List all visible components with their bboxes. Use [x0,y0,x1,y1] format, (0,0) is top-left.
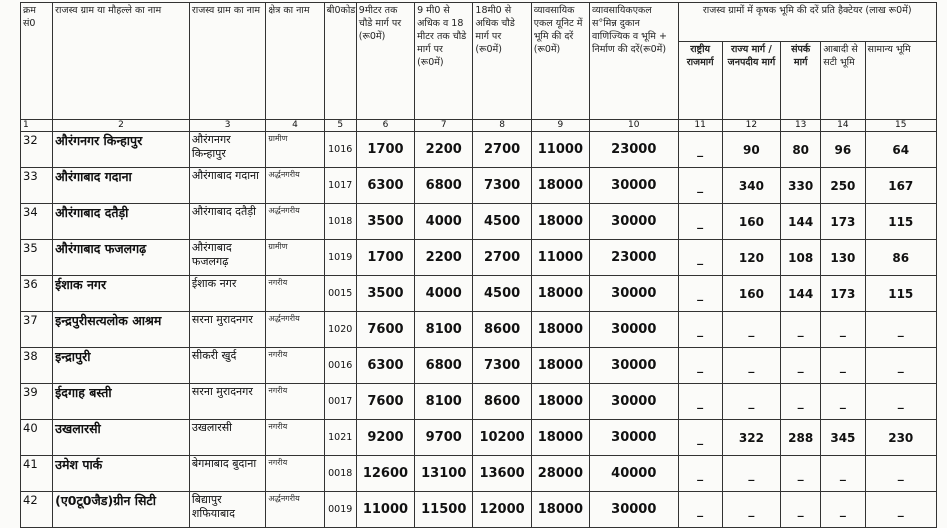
abadi-land-rate: _ [821,492,865,528]
revenue-village-name: औरंगाबाद फजलगढ़ [189,240,265,276]
table-row [21,240,937,276]
rate-18m-road: 4500 [473,204,531,240]
general-land-rate: 64 [865,132,936,168]
link-road-rate: 330 [781,168,821,204]
rate-9m-road: 11000 [356,492,414,528]
general-land-rate: _ [865,492,936,528]
state-road-rate: 340 [722,168,780,204]
column-number: 4 [266,120,324,132]
serial-number: 33 [21,168,53,204]
general-land-rate: 86 [865,240,936,276]
b-code: 1019 [324,240,356,276]
state-road-rate: 160 [722,204,780,240]
general-land-rate: _ [865,348,936,384]
header-general-land: सामान्य भूमि [865,42,936,120]
column-number: 10 [590,120,678,132]
mohalla-name: औरंगनगर किन्हापुर [53,132,190,168]
column-number: 8 [473,120,531,132]
general-land-rate: 167 [865,168,936,204]
rate-9m-road: 12600 [356,456,414,492]
serial-number: 41 [21,456,53,492]
general-land-rate: 230 [865,420,936,456]
serial-number: 34 [21,204,53,240]
abadi-land-rate: _ [821,384,865,420]
rate-9m-road: 3500 [356,204,414,240]
link-road-rate: _ [781,384,821,420]
land-rate-table [20,2,937,528]
rate-9-18m-road: 2200 [415,240,473,276]
header-rate-9-18m: 9 मी0 से अधिक व 18 मीटर तक चौडे मार्ग पर (रू0में) [415,3,473,120]
rate-9-18m-road: 4000 [415,204,473,240]
abadi-land-rate: _ [821,348,865,384]
rate-9m-road: 1700 [356,240,414,276]
commercial-building-rate: 30000 [590,384,678,420]
state-road-rate: _ [722,348,780,384]
header-row-1 [21,3,937,42]
rate-9-18m-road: 9700 [415,420,473,456]
header-agri-group: राजस्व ग्रामों में कृषक भूमि की दरें प्रति हैक्टेयर (लाख रू0में) [678,3,936,42]
area-type: अर्द्धनगरीय [266,312,324,348]
abadi-land-rate: 130 [821,240,865,276]
header-commercial-building: व्यावसायिकएकल स°मिन्न दुकान वाणिज्यिक व भूमि + निर्माण की दरें(रू0में) [590,3,678,120]
area-type: नगरीय [266,420,324,456]
b-code: 0015 [324,276,356,312]
commercial-building-rate: 30000 [590,168,678,204]
revenue-village-name: सीकरी खुर्द [189,348,265,384]
commercial-building-rate: 23000 [590,240,678,276]
national-highway-rate: _ [678,168,722,204]
header-national-highway: राष्ट्रीय राजमार्ग [678,42,722,120]
mohalla-name: इन्द्रपुरीसत्यलोक आश्रम [53,312,190,348]
mohalla-name: औरंगाबाद दतैड़ी [53,204,190,240]
rate-9m-road: 3500 [356,276,414,312]
revenue-village-name: सरना मुरादनगर [189,312,265,348]
mohalla-name: उमेश पार्क [53,456,190,492]
rate-9-18m-road: 11500 [415,492,473,528]
rate-9m-road: 6300 [356,348,414,384]
b-code: 1018 [324,204,356,240]
mohalla-name: ईदगाह बस्ती [53,384,190,420]
rate-9-18m-road: 8100 [415,384,473,420]
rate-18m-road: 13600 [473,456,531,492]
serial-number: 38 [21,348,53,384]
table-row [21,456,937,492]
state-road-rate: _ [722,312,780,348]
link-road-rate: _ [781,348,821,384]
table-row [21,348,937,384]
national-highway-rate: _ [678,420,722,456]
mohalla-name: उखलारसी [53,420,190,456]
rate-18m-road: 8600 [473,312,531,348]
commercial-building-rate: 40000 [590,456,678,492]
national-highway-rate: _ [678,276,722,312]
revenue-village-name: औरंगनगर किन्हापुर [189,132,265,168]
serial-number: 42 [21,492,53,528]
column-number: 14 [821,120,865,132]
table-row [21,204,937,240]
revenue-village-name: औरंगाबाद दतैड़ी [189,204,265,240]
abadi-land-rate: 173 [821,204,865,240]
area-type: नगरीय [266,384,324,420]
column-number: 9 [531,120,589,132]
header-rate-9m: 9मीटर तक चौडे मार्ग पर (रू0में) [356,3,414,120]
abadi-land-rate: 96 [821,132,865,168]
rate-9m-road: 6300 [356,168,414,204]
state-road-rate: 160 [722,276,780,312]
national-highway-rate: _ [678,348,722,384]
abadi-land-rate: _ [821,456,865,492]
national-highway-rate: _ [678,312,722,348]
b-code: 1017 [324,168,356,204]
revenue-village-name: बिद्यापुर शफियाबाद [189,492,265,528]
serial-number: 36 [21,276,53,312]
column-number-row [21,120,937,132]
table-row [21,384,937,420]
general-land-rate: _ [865,456,936,492]
area-type: ग्रामीण [266,132,324,168]
header-revenue-village: राजस्व ग्राम का नाम [189,3,265,120]
header-commercial-single: व्यावसायिक एकल यूनिट में भूमि की दरें (रू0में) [531,3,589,120]
area-type: नगरीय [266,276,324,312]
serial-number: 39 [21,384,53,420]
mohalla-name: औरंगाबाद गदाना [53,168,190,204]
rate-18m-road: 8600 [473,384,531,420]
commercial-single-rate: 18000 [531,492,589,528]
column-number: 13 [781,120,821,132]
link-road-rate: _ [781,456,821,492]
rate-9-18m-road: 13100 [415,456,473,492]
area-type: ग्रामीण [266,240,324,276]
commercial-building-rate: 30000 [590,348,678,384]
commercial-single-rate: 18000 [531,384,589,420]
rate-9-18m-road: 6800 [415,348,473,384]
b-code: 1016 [324,132,356,168]
commercial-single-rate: 18000 [531,276,589,312]
area-type: नगरीय [266,456,324,492]
state-road-rate: 322 [722,420,780,456]
area-type: नगरीय [266,348,324,384]
national-highway-rate: _ [678,240,722,276]
b-code: 0016 [324,348,356,384]
commercial-building-rate: 30000 [590,312,678,348]
general-land-rate: 115 [865,204,936,240]
b-code: 0017 [324,384,356,420]
mohalla-name: इन्द्रापुरी [53,348,190,384]
header-link-road: संपर्क मार्ग [781,42,821,120]
state-road-rate: 90 [722,132,780,168]
general-land-rate: _ [865,312,936,348]
commercial-single-rate: 18000 [531,312,589,348]
header-state-road: राज्य मार्ग /जनपदीय मार्ग [722,42,780,120]
column-number: 1 [21,120,53,132]
serial-number: 35 [21,240,53,276]
rate-9m-road: 7600 [356,312,414,348]
revenue-village-name: उखलारसी [189,420,265,456]
general-land-rate: 115 [865,276,936,312]
column-number: 11 [678,120,722,132]
link-road-rate: 144 [781,276,821,312]
serial-number: 37 [21,312,53,348]
rate-18m-road: 7300 [473,168,531,204]
rate-9-18m-road: 2200 [415,132,473,168]
state-road-rate: 120 [722,240,780,276]
revenue-village-name: ईशाक नगर [189,276,265,312]
mohalla-name: औरंगाबाद फजलगढ़ [53,240,190,276]
rate-18m-road: 7300 [473,348,531,384]
link-road-rate: 288 [781,420,821,456]
national-highway-rate: _ [678,456,722,492]
revenue-village-name: औरंगाबाद गदाना [189,168,265,204]
header-code: बी0कोड [324,3,356,120]
header-abadi-land: आबादी से सटी भूमि [821,42,865,120]
state-road-rate: _ [722,492,780,528]
column-number: 6 [356,120,414,132]
commercial-building-rate: 30000 [590,276,678,312]
column-number: 5 [324,120,356,132]
header-rate-18m: 18मी0 से अधिक चौडे मार्ग पर (रू0में) [473,3,531,120]
commercial-single-rate: 18000 [531,204,589,240]
revenue-village-name: सरना मुरादनगर [189,384,265,420]
table-row [21,132,937,168]
rate-9m-road: 7600 [356,384,414,420]
b-code: 0018 [324,456,356,492]
mohalla-name: ईशाक नगर [53,276,190,312]
column-number: 12 [722,120,780,132]
national-highway-rate: _ [678,132,722,168]
commercial-building-rate: 30000 [590,420,678,456]
commercial-single-rate: 11000 [531,240,589,276]
commercial-single-rate: 11000 [531,132,589,168]
rate-18m-road: 4500 [473,276,531,312]
table-row [21,168,937,204]
b-code: 0019 [324,492,356,528]
table-row [21,276,937,312]
state-road-rate: _ [722,456,780,492]
abadi-land-rate: _ [821,312,865,348]
rate-9m-road: 1700 [356,132,414,168]
commercial-single-rate: 28000 [531,456,589,492]
table-row [21,420,937,456]
rate-18m-road: 2700 [473,240,531,276]
rate-18m-road: 2700 [473,132,531,168]
column-number: 3 [189,120,265,132]
table-row [21,312,937,348]
link-road-rate: _ [781,312,821,348]
table-row [21,492,937,528]
national-highway-rate: _ [678,204,722,240]
rate-18m-road: 10200 [473,420,531,456]
header-sno: क्रम सं0 [21,3,53,120]
area-type: अर्द्धनगरीय [266,168,324,204]
commercial-building-rate: 23000 [590,132,678,168]
abadi-land-rate: 173 [821,276,865,312]
rate-9m-road: 9200 [356,420,414,456]
commercial-single-rate: 18000 [531,420,589,456]
rate-18m-road: 12000 [473,492,531,528]
commercial-single-rate: 18000 [531,168,589,204]
b-code: 1020 [324,312,356,348]
serial-number: 40 [21,420,53,456]
rate-9-18m-road: 4000 [415,276,473,312]
commercial-single-rate: 18000 [531,348,589,384]
national-highway-rate: _ [678,384,722,420]
area-type: अर्द्धनगरीय [266,492,324,528]
state-road-rate: _ [722,384,780,420]
rate-9-18m-road: 6800 [415,168,473,204]
commercial-building-rate: 30000 [590,204,678,240]
commercial-building-rate: 30000 [590,492,678,528]
rate-9-18m-road: 8100 [415,312,473,348]
abadi-land-rate: 250 [821,168,865,204]
abadi-land-rate: 345 [821,420,865,456]
column-number: 2 [53,120,190,132]
link-road-rate: 80 [781,132,821,168]
area-type: अर्द्धनगरीय [266,204,324,240]
general-land-rate: _ [865,384,936,420]
b-code: 1021 [324,420,356,456]
header-area: क्षेत्र का नाम [266,3,324,120]
link-road-rate: 108 [781,240,821,276]
serial-number: 32 [21,132,53,168]
column-number: 7 [415,120,473,132]
header-name: राजस्व ग्राम या मौहल्ले का नाम [53,3,190,120]
revenue-village-name: बेगमाबाद बुदाना [189,456,265,492]
national-highway-rate: _ [678,492,722,528]
link-road-rate: 144 [781,204,821,240]
column-number: 15 [865,120,936,132]
mohalla-name: (ए0टू0जैड)ग्रीन सिटी [53,492,190,528]
link-road-rate: _ [781,492,821,528]
